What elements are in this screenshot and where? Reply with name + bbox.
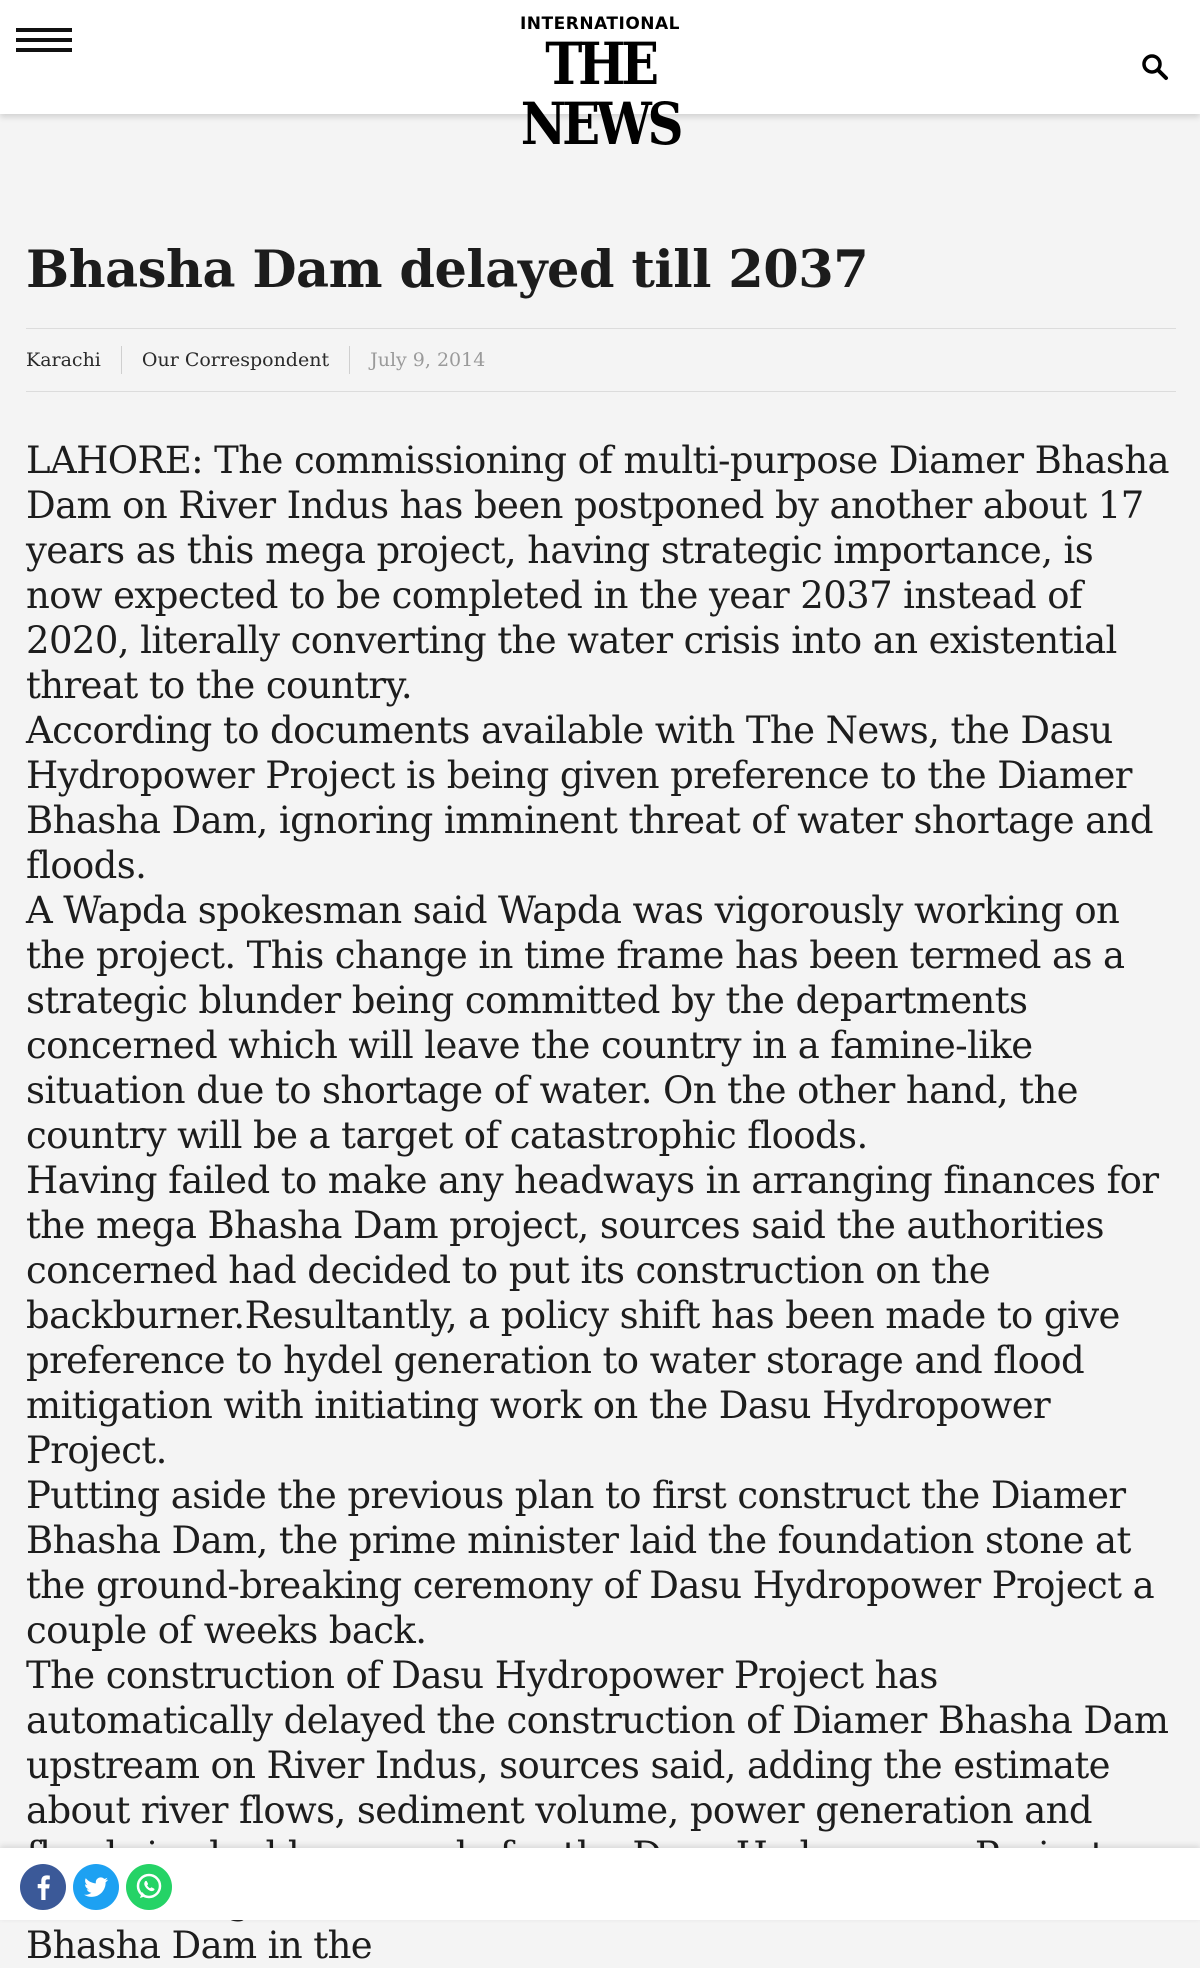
site-header <box>0 0 1200 158</box>
article-body <box>26 438 1176 1968</box>
article-author[interactable]: Our Correspondent <box>141 349 330 371</box>
article-location[interactable]: Karachi <box>26 349 101 371</box>
hamburger-menu-icon[interactable] <box>16 28 72 60</box>
article-date: July 9, 2014 <box>370 349 486 371</box>
twitter-icon[interactable] <box>73 1864 119 1910</box>
article-container <box>26 238 1176 1968</box>
meta-divider <box>349 346 350 374</box>
logo-international-text: INTERNATIONAL <box>519 14 680 34</box>
facebook-icon[interactable] <box>20 1864 66 1910</box>
article-paragraph: According to documents available with The News, the Dasu Hydropower Project is being given preference to the Diamer Bhasha Dam, ignoring imminent threat of water shortage and floods. <box>26 709 1153 887</box>
article-title: Bhasha Dam delayed till 2037 <box>26 240 869 300</box>
article-paragraph: The construction of Dasu Hydropower Project has automatically delayed the construction of Diamer Bhasha Dam upstream on River Indus, sources said, adding the estimate about river flows, sediment volume, power generation and Bhasha Dam in the <box>26 1654 1169 1967</box>
article-paragraph: Having failed to make any headways in arranging finances for the mega Bhasha Dam project, sources said the authorities concerned had decided to put its construction on the backburner.Resultantly, a policy shift has been made to give preference to hydel generation to water storage and flood mitigation with initiating work on the Dasu Hydropower Project. <box>26 1159 1159 1472</box>
search-icon[interactable] <box>1140 52 1170 82</box>
article-meta <box>26 328 1176 392</box>
meta-divider <box>121 346 122 374</box>
article-paragraph: Putting aside the previous plan to first construct the Diamer Bhasha Dam, the prime minister laid the foundation stone at the ground-breaking ceremony of Dasu Hydropower Project a couple of weeks back. <box>26 1474 1155 1652</box>
whatsapp-icon[interactable] <box>126 1864 172 1910</box>
article-paragraph: LAHORE: The commissioning of multi-purpose Diamer Bhasha Dam on River Indus has been postponed by another about 17 years as this mega project, having strategic importance, is now expected to be completed in the year 2037 instead of 2020, literally converting the water crisis into an existential threat to the country. <box>26 439 1170 707</box>
share-bar <box>0 1848 1200 1920</box>
site-logo[interactable] <box>470 14 730 158</box>
logo-the-news-text: THE NEWS <box>520 30 680 158</box>
article-paragraph: A Wapda spokesman said Wapda was vigorously working on the project. This change in time frame has been termed as a strategic blunder being committed by the departments concerned which will leave the country in a famine-like situation due to shortage of water. On the other hand, the country will be a target of catastrophic floods. <box>26 889 1125 1157</box>
